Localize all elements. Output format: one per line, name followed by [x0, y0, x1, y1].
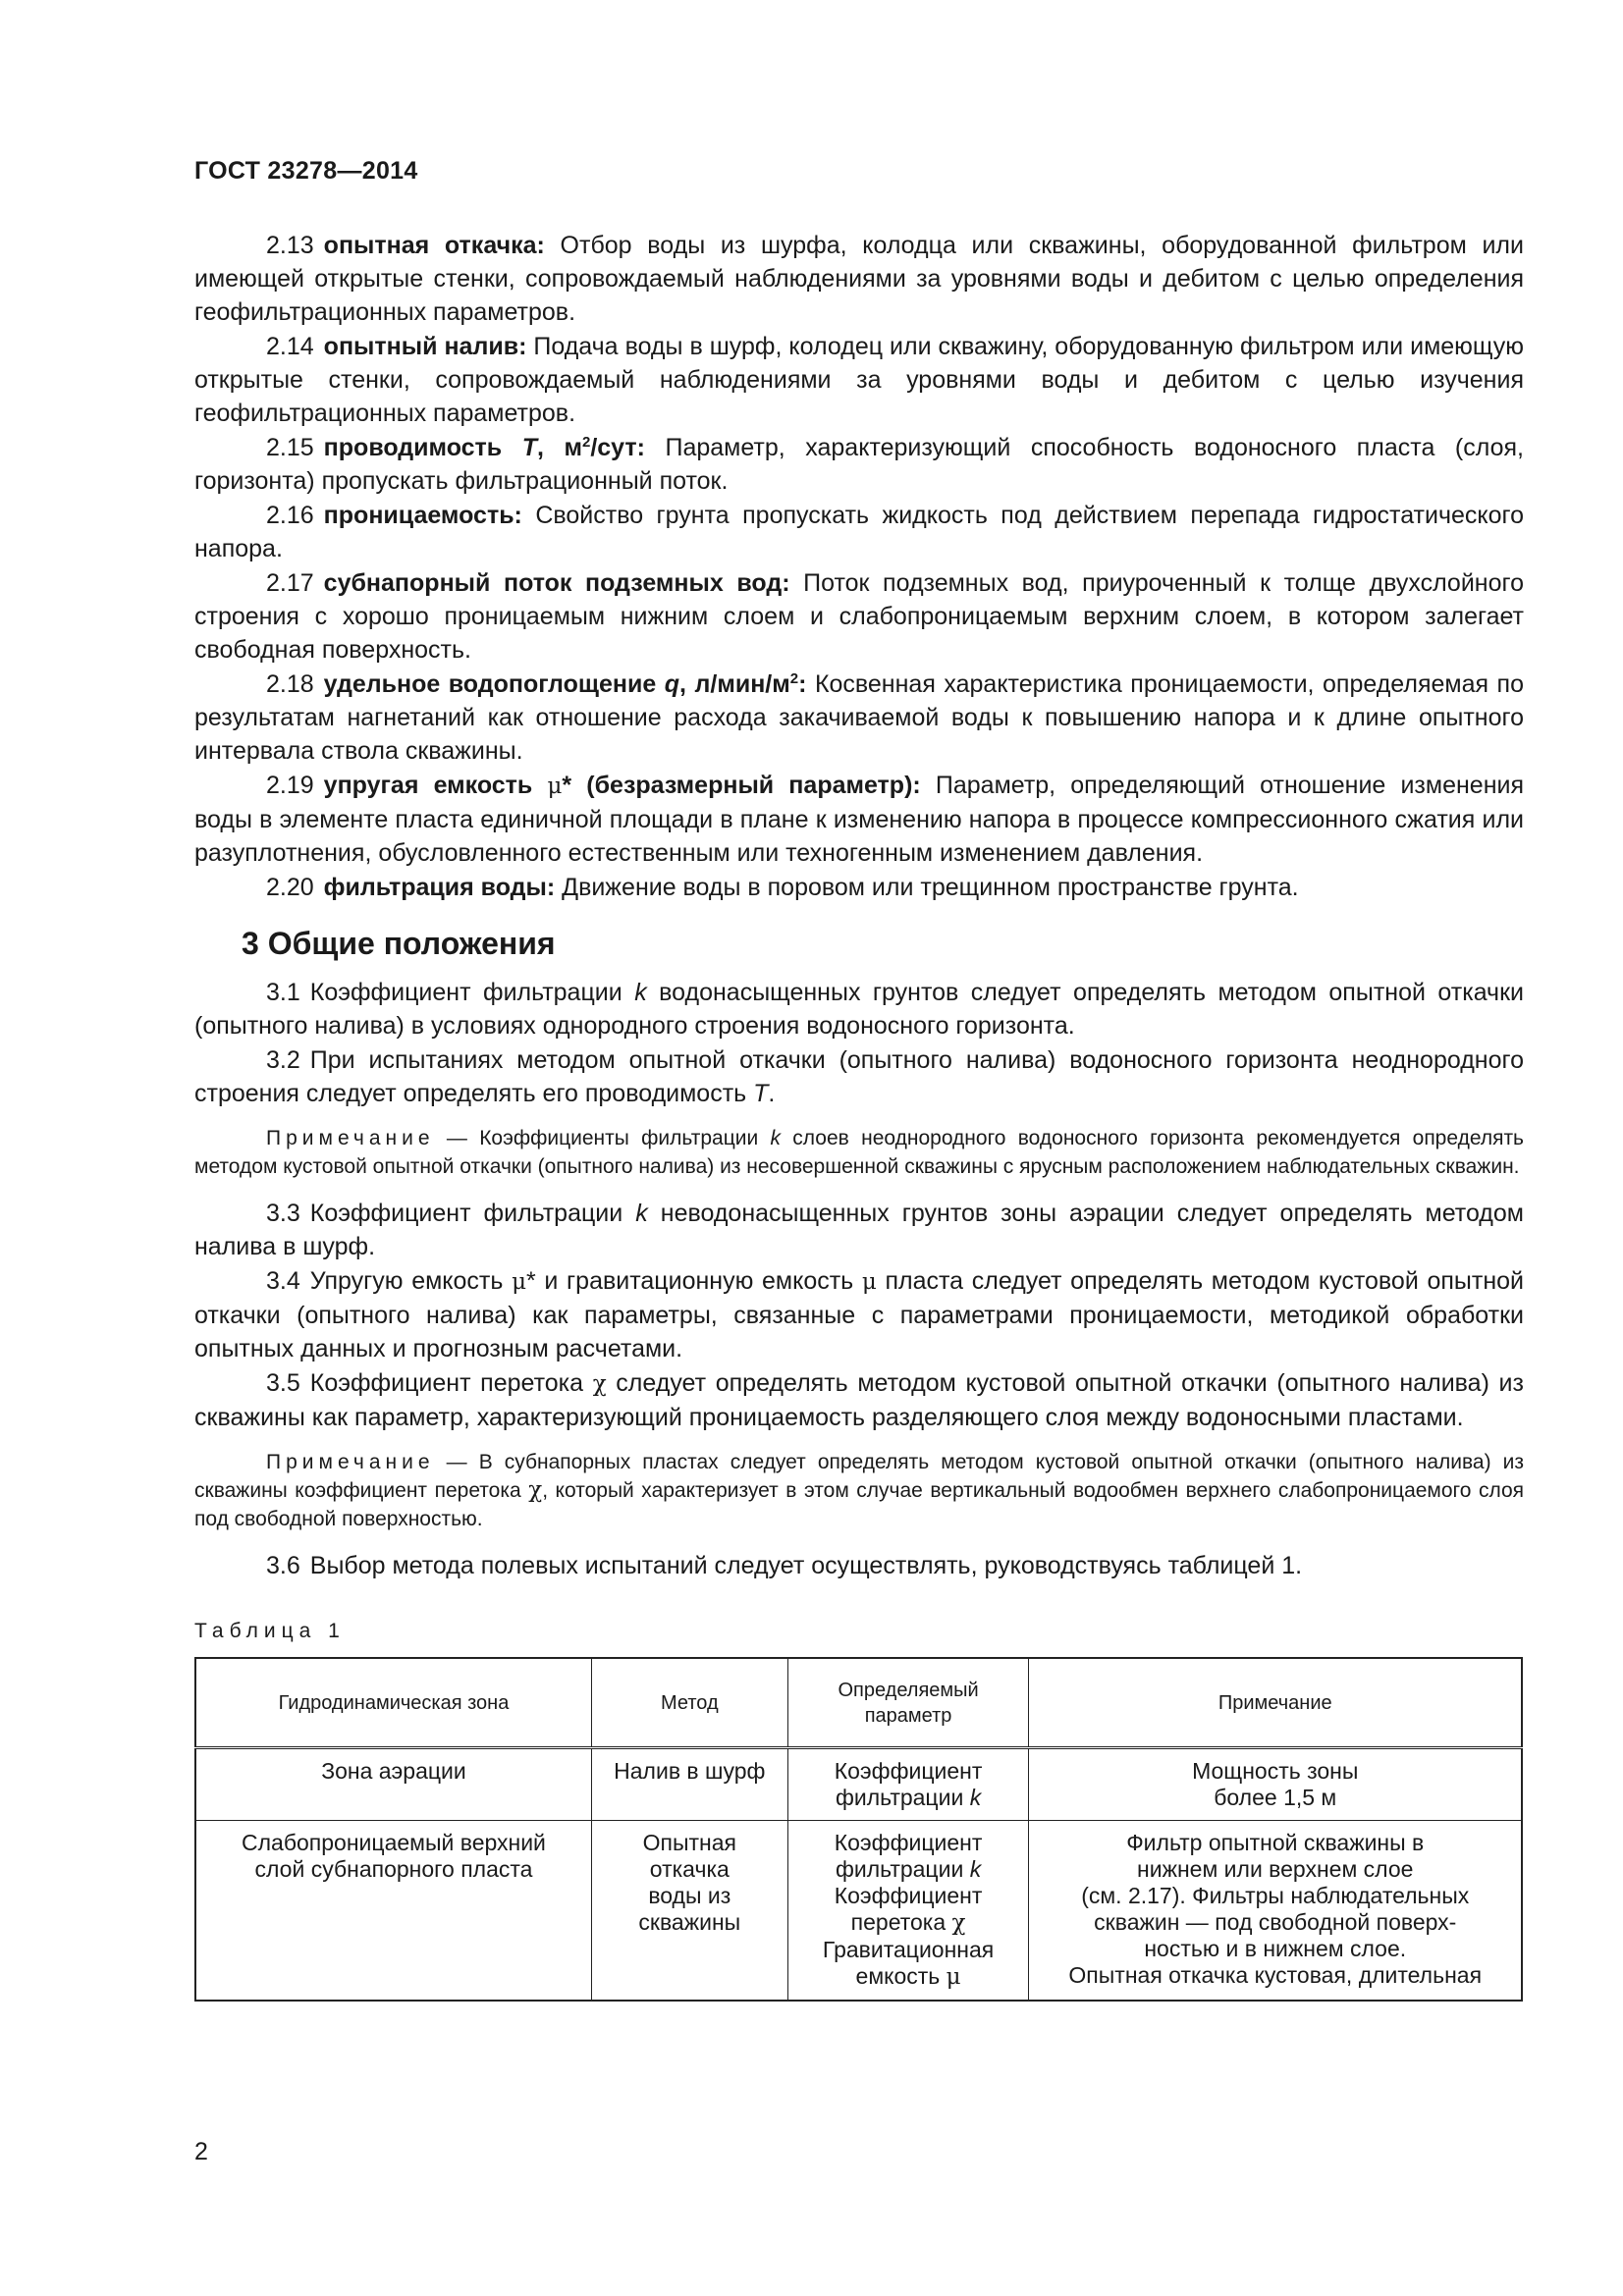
- table-caption: Таблица 1: [194, 1620, 346, 1642]
- document-header: ГОСТ 23278—2014: [194, 157, 418, 185]
- term-definition: Поток подземных вод, приуроченный к толще двухслойного строения с хорошо проницаемым нижним слоем и слабопроницаемым верхним слоем, в котором залегает свободная поверхность.: [194, 569, 1524, 664]
- term-2-15: [194, 431, 1524, 498]
- term-number: 2.18: [266, 670, 314, 698]
- term-definition: Косвенная характеристика проницаемости, определяемая по результатам нагнетаний как отношение расхода закачиваемой воды к повышению напора и к длине опытного интервала ствола скважины.: [194, 670, 1524, 765]
- term-number: 2.15: [266, 434, 314, 461]
- term-definition: Подача воды в шурф, колодец или скважину, оборудованную фильтром или имеющую открытые стенки, сопровождаемый наблюдениями за уровнями воды и дебитом с целью изучения геофильтрационных параметров.: [194, 333, 1525, 427]
- term-definition: Свойство грунта пропускать жидкость под действием перепада гидростатического напора.: [194, 502, 1524, 562]
- clause-3-5: 3.5 Коэффициент перетока χ следует определять методом кустовой опытной откачки (опытного налива) из скважины как параметр, характеризующий проницаемость разделяющего слоя между водоносными пластами.: [194, 1369, 1524, 1431]
- column-header: Примечание: [1029, 1658, 1522, 1748]
- cell-note: Фильтр опытной скважины в нижнем или верхнем слое (см. 2.17). Фильтры наблюдательных скважин — под свободной поверх- ностью и в нижнем слое. Опытная откачка кустовая, длительная: [1029, 1821, 1522, 2002]
- term-number: 2.14: [266, 333, 314, 360]
- clause-3-2: 3.2 При испытаниях методом опытной откачки (опытного налива) водоносного горизонта неоднородного строения следует определять его проводимость T.: [194, 1046, 1524, 1107]
- term-title: субнапорный поток подземных вод:: [323, 569, 790, 597]
- note-label: Примечание: [266, 1451, 435, 1473]
- term-2-20: [194, 871, 1524, 904]
- clause-3-3: 3.3 Коэффициент фильтрации k неводонасыщенных грунтов зоны аэрации следует определять методом налива в шурф.: [194, 1200, 1524, 1260]
- term-definition: Параметр, характеризующий способность водоносного пласта (слоя, горизонта) пропускать фильтрационный поток.: [194, 434, 1524, 495]
- cell-parameter: Коэффициент фильтрации k: [787, 1748, 1029, 1821]
- term-2-18: [194, 667, 1524, 768]
- table-1: [194, 1657, 1523, 2002]
- term-2-13: [194, 229, 1524, 329]
- table-header-row: [195, 1658, 1522, 1748]
- term-title: фильтрация воды:: [323, 874, 556, 901]
- term-definition: Отбор воды из шурфа, колодца или скважины, оборудованной фильтром или имеющей открытые стенки, сопровождаемый наблюдениями за уровнями воды и дебитом с целью определения геофильтрационных параметров.: [194, 232, 1524, 326]
- term-2-16: [194, 499, 1524, 565]
- term-title: опытная откачка:: [323, 232, 545, 259]
- term-number: 2.17: [266, 569, 314, 597]
- term-2-17: [194, 566, 1524, 667]
- clause-3-4: 3.4 Упругую емкость μ* и гравитационную емкость μ пласта следует определять методом кустовой опытной откачки (опытного налива) как параметры, связанные с параметрами проницаемости, методикой обработки опытных данных и прогнозным расчетами.: [194, 1267, 1524, 1362]
- column-header: Определяемый параметр: [787, 1658, 1029, 1748]
- term-number: 2.13: [266, 232, 314, 259]
- note-1: Примечание — Коэффициенты фильтрации k слоев неоднородного водоносного горизонта рекомендуется определять методом кустовой опытной откачки (опытного налива) из несовершенной скважины с ярусным расположением наблюдательных скважин.: [194, 1127, 1525, 1178]
- term-number: 2.20: [266, 874, 314, 901]
- term-number: 2.19: [266, 772, 314, 799]
- page-number: 2: [194, 2138, 208, 2165]
- term-title: упругая емкость μ* (безразмерный параметр):: [323, 772, 921, 799]
- term-2-14: [194, 330, 1524, 430]
- term-title: проводимость T, $м^2$/сут:: [323, 434, 645, 461]
- term-2-19: [194, 769, 1524, 870]
- note-label: Примечание: [266, 1127, 435, 1149]
- cell-method: Налив в шурф: [591, 1748, 787, 1821]
- clause-3-6: 3.6 Выбор метода полевых испытаний следует осуществлять, руководствуясь таблицей 1.: [266, 1552, 1303, 1579]
- cell-zone: Слабопроницаемый верхний слой субнапорного пласта: [195, 1821, 591, 2002]
- term-definition: Параметр, определяющий отношение изменения воды в элементе пласта единичной площади в плане к изменению напора в процессе компрессионного сжатия или разуплотнения, обусловленного естественным или техногенным изменением давления.: [194, 772, 1525, 867]
- cell-parameter: Коэффициент фильтрации k Коэффициент перетока χ Гравитационная емкость μ: [787, 1821, 1029, 2002]
- term-number: 2.16: [266, 502, 314, 529]
- cell-note: Мощность зоны более 1,5 м: [1029, 1748, 1522, 1821]
- note-2: Примечание — В субнапорных пластах следует определять методом кустовой опытной откачки (опытного налива) из скважины коэффициент перетока χ, который характеризует в этом случае вертикальный водообмен верхнего слабопроницаемого слоя под свободной поверхностью.: [194, 1451, 1525, 1530]
- column-header: Гидродинамическая зона: [195, 1658, 591, 1748]
- term-title: опытный налив:: [323, 333, 527, 360]
- document-page: [194, 157, 1524, 2002]
- table-row: [195, 1748, 1522, 1821]
- table-row: [195, 1821, 1522, 2002]
- cell-zone: Зона аэрации: [195, 1748, 591, 1821]
- section-title: 3 Общие положения: [242, 926, 556, 961]
- term-title: проницаемость:: [323, 502, 522, 529]
- cell-method: Опытная откачка воды из скважины: [591, 1821, 787, 2002]
- column-header: Метод: [591, 1658, 787, 1748]
- term-title: удельное водопоглощение q, $л/мин/м^2$:: [323, 670, 807, 698]
- term-definition: Движение воды в поровом или трещинном пространстве грунта.: [555, 874, 1299, 901]
- clause-3-1: 3.1 Коэффициент фильтрации k водонасыщенных грунтов следует определять методом опытной откачки (опытного налива) в условиях однородного строения водоносного горизонта.: [194, 979, 1524, 1040]
